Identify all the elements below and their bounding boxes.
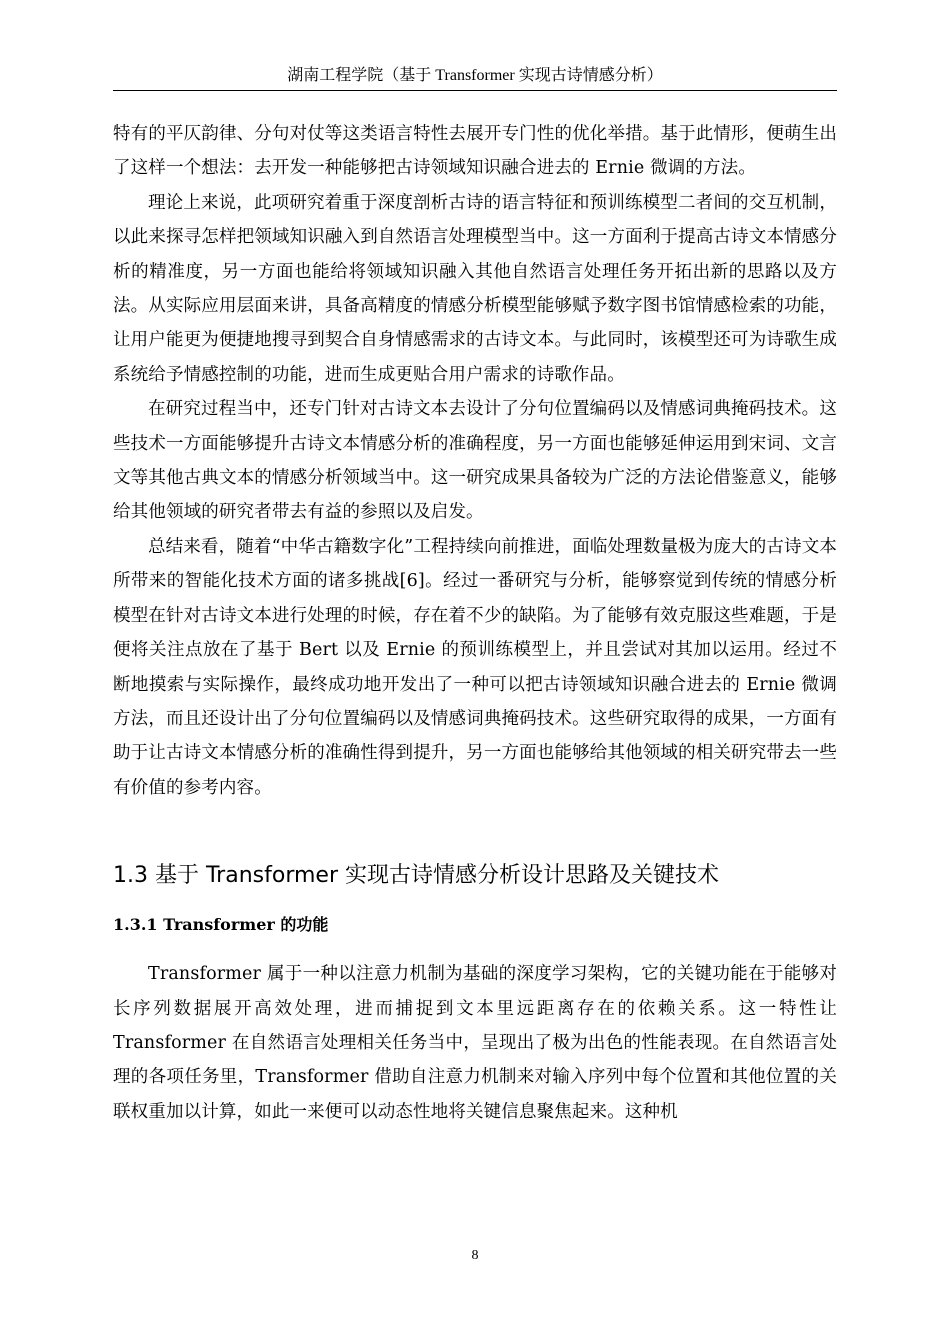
paragraph-transformer: Transformer 属于一种以注意力机制为基础的深度学习架构，它的关键功能在于能够对长序列数据展开高效处理，进而捕捉到文本里远距离存在的依赖关系。这一特性让 Transformer 在自然语言处理相关任务当中，呈现出了极为出色的性能表现。在自然语言处理的各项任务里，Transformer 借助自注意力机制来对输入序列中每个位置和其他位置的关联权重加以计算，如此一来便可以动态性地将关键信息聚焦起来。这种机: [113, 964, 837, 1122]
body-text: [113, 117, 837, 1129]
page-number: 8: [471, 1248, 479, 1263]
paragraph-theory: 理论上来说，此项研究着重于深度剖析古诗的语言特征和预训练模型二者间的交互机制，以此来探寻怎样把领域知识融入到自然语言处理模型当中。这一方面利于提高古诗文本情感分析的精准度，另一方面也能给将领域知识融入其他自然语言处理任务开拓出新的思路以及方法。从实际应用层面来讲，具备高精度的情感分析模型能够赋予数字图书馆情感检索的功能，让用户能更为便捷地搜寻到契合自身情感需求的古诗文本。与此同时，该模型还可为诗歌生成系统给予情感控制的功能，进而生成更贴合用户需求的诗歌作品。: [113, 192, 837, 385]
paragraph-summary: 总结来看，随着“中华古籍数字化”工程持续向前推进，面临处理数量极为庞大的古诗文本所带来的智能化技术方面的诸多挑战[6]。经过一番研究与分析，能够察觉到传统的情感分析模型在针对古诗文本进行处理的时候，存在着不少的缺陷。为了能够有效克服这些难题，于是便将关注点放在了基于 Bert 以及 Ernie 的预训练模型上，并且尝试对其加以运用。经过不断地摸索与实际操作，最终成功地开发出了一种可以把古诗领域知识融合进去的 Ernie 微调方法，而且还设计出了分句位置编码以及情感词典掩码技术。这些研究取得的成果，一方面有助于让古诗文本情感分析的准确性得到提升，另一方面也能够给其他领域的相关研究带去一些有价值的参考内容。: [113, 536, 837, 798]
running-header: 湖南工程学院（基于 Transformer 实现古诗情感分析）: [287, 67, 663, 84]
paragraph-continued: 特有的平仄韵律、分句对仗等这类语言特性去展开专门性的优化举措。基于此情形，便萌生出了这样一个想法：去开发一种能够把古诗领域知识融合进去的 Ernie 微调的方法。: [113, 124, 837, 179]
subsection-heading: 1.3.1 Transformer 的功能: [113, 915, 329, 935]
paragraph-research-process: 在研究过程当中，还专门针对古诗文本去设计了分句位置编码以及情感词典掩码技术。这些技术一方面能够提升古诗文本情感分析的准确程度，另一方面也能够延伸运用到宋词、文言文等其他古典文本的情感分析领域当中。这一研究成果具备较为广泛的方法论借鉴意义，能够给其他领域的研究者带去有益的参照以及启发。: [113, 399, 837, 523]
header-rule: [113, 90, 837, 91]
section-heading: 1.3 基于 Transformer 实现古诗情感分析设计思路及关键技术: [113, 863, 719, 889]
